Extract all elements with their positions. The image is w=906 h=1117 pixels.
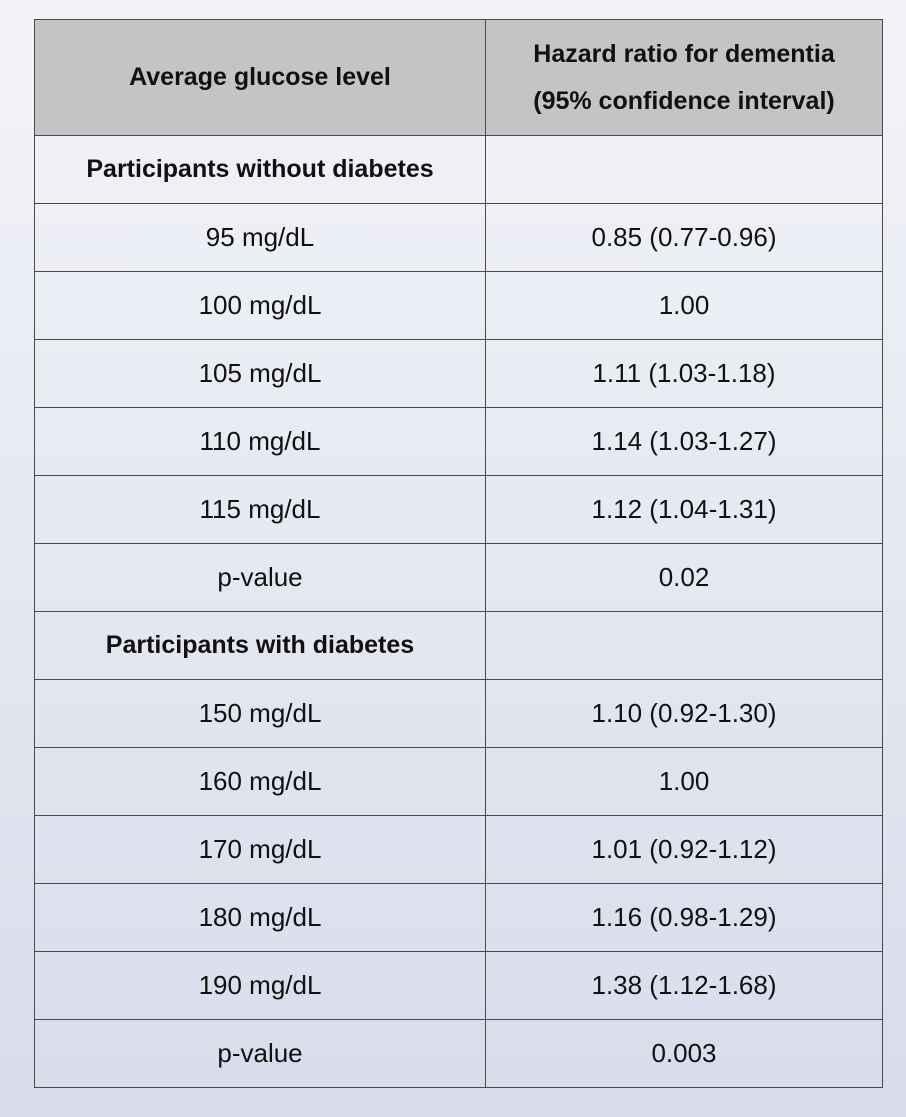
- table-row: [35, 476, 883, 544]
- hazard-ratio-cell: 1.38 (1.12-1.68): [486, 952, 883, 1020]
- table-row: [35, 884, 883, 952]
- hazard-ratio-table: [34, 19, 883, 1088]
- table-row: [35, 340, 883, 408]
- glucose-level-cell: 95 mg/dL: [35, 204, 486, 272]
- header-hazard-ratio-line1: Hazard ratio for dementia: [533, 39, 835, 68]
- glucose-level-cell: 170 mg/dL: [35, 816, 486, 884]
- section-label-cell: Participants without diabetes: [35, 136, 486, 204]
- section-empty-cell: [486, 136, 883, 204]
- hazard-ratio-cell: 1.16 (0.98-1.29): [486, 884, 883, 952]
- header-glucose-level: Average glucose level: [35, 20, 486, 136]
- hazard-ratio-cell: 1.10 (0.92-1.30): [486, 680, 883, 748]
- hazard-ratio-cell: 1.14 (1.03-1.27): [486, 408, 883, 476]
- section-header-row: [35, 136, 883, 204]
- glucose-level-cell: 150 mg/dL: [35, 680, 486, 748]
- section-label-cell: Participants with diabetes: [35, 612, 486, 680]
- hazard-ratio-cell: 1.00: [486, 748, 883, 816]
- table-row: [35, 952, 883, 1020]
- table-row: [35, 748, 883, 816]
- glucose-level-cell: 115 mg/dL: [35, 476, 486, 544]
- hazard-ratio-cell: 0.85 (0.77-0.96): [486, 204, 883, 272]
- hazard-ratio-cell: 1.11 (1.03-1.18): [486, 340, 883, 408]
- section-header-row: [35, 612, 883, 680]
- table-body: [35, 136, 883, 1088]
- glucose-level-cell: 100 mg/dL: [35, 272, 486, 340]
- header-hazard-ratio-line2: (95% confidence interval): [533, 86, 835, 115]
- table-row: [35, 816, 883, 884]
- table-row: [35, 1020, 883, 1088]
- hazard-ratio-cell: 1.01 (0.92-1.12): [486, 816, 883, 884]
- hazard-ratio-cell: 1.12 (1.04-1.31): [486, 476, 883, 544]
- hazard-ratio-table-container: [34, 19, 882, 1088]
- glucose-level-cell: 160 mg/dL: [35, 748, 486, 816]
- hazard-ratio-cell: 1.00: [486, 272, 883, 340]
- glucose-level-cell: 105 mg/dL: [35, 340, 486, 408]
- glucose-level-cell: 190 mg/dL: [35, 952, 486, 1020]
- glucose-level-cell: p-value: [35, 1020, 486, 1088]
- table-row: [35, 680, 883, 748]
- glucose-level-cell: p-value: [35, 544, 486, 612]
- table-row: [35, 408, 883, 476]
- table-row: [35, 272, 883, 340]
- hazard-ratio-cell: 0.02: [486, 544, 883, 612]
- table-row: [35, 544, 883, 612]
- glucose-level-cell: 110 mg/dL: [35, 408, 486, 476]
- glucose-level-cell: 180 mg/dL: [35, 884, 486, 952]
- section-empty-cell: [486, 612, 883, 680]
- hazard-ratio-cell: 0.003: [486, 1020, 883, 1088]
- table-header-row: [35, 20, 883, 136]
- header-hazard-ratio: [486, 20, 883, 136]
- table-row: [35, 204, 883, 272]
